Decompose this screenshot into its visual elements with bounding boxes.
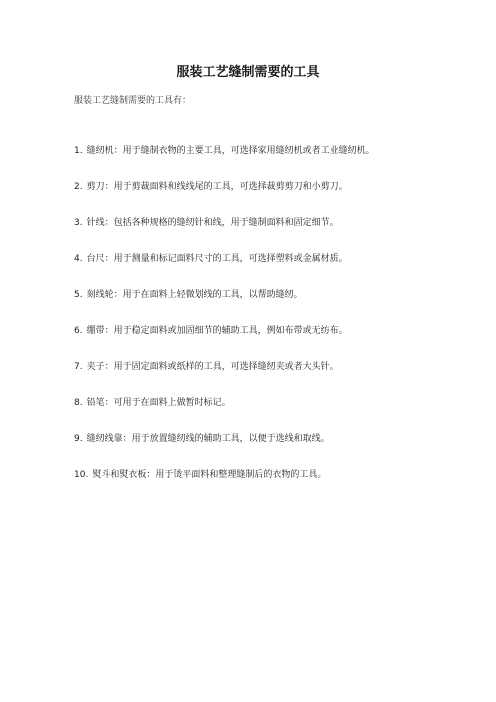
list-item-number: 1. (74, 146, 83, 156)
list-item (74, 181, 434, 217)
page-title: 服装工艺缝制需要的工具 (176, 65, 320, 80)
list-item (74, 253, 434, 289)
list-item-text: 绷带：用于稳定面料或加固细节的辅助工具，例如布带或无纺布。 (86, 326, 348, 336)
list-item (74, 433, 434, 469)
list-item-text: 熨斗和熨衣板：用于烫平面料和整理缝制后的衣物的工具。 (92, 470, 327, 480)
tool-list (74, 145, 434, 505)
list-item-text: 台尺：用于测量和标记面料尺寸的工具，可选择塑料或金属材质。 (86, 254, 348, 264)
list-item-number: 5. (74, 290, 83, 300)
list-item-number: 8. (74, 398, 83, 408)
list-item (74, 325, 434, 361)
intro-text: 服装工艺缝制需要的工具有： (74, 96, 192, 106)
list-item (74, 397, 434, 433)
list-item-text: 剪刀：用于剪裁面料和线线尾的工具，可选择裁剪剪刀和小剪刀。 (86, 182, 348, 192)
list-item-number: 9. (74, 434, 83, 444)
list-item-number: 3. (74, 218, 83, 228)
list-item-number: 7. (74, 362, 83, 372)
list-item (74, 289, 434, 325)
list-item-text: 刻线轮：用于在面料上轻微划线的工具，以帮助缝纫。 (86, 290, 303, 300)
list-item-text: 缝纫机：用于缝制衣物的主要工具，可选择家用缝纫机或者工业缝纫机。 (86, 146, 375, 156)
list-item (74, 469, 434, 505)
list-item-number: 4. (74, 254, 83, 264)
list-item-number: 6. (74, 326, 83, 336)
list-item (74, 145, 434, 181)
list-item-number: 2. (74, 182, 83, 192)
list-item-text: 铅笔：可用于在面料上做暂时标记。 (86, 398, 231, 408)
list-item-text: 缝纫线靠：用于放置缝纫线的辅助工具，以便于选线和取线。 (86, 434, 330, 444)
list-item (74, 217, 434, 253)
list-item-text: 夹子：用于固定面料或纸样的工具，可选择缝纫夹或者大头针。 (86, 362, 339, 372)
list-item (74, 361, 434, 397)
list-item-text: 针线：包括各种规格的缝纫针和线，用于缝制面料和固定细节。 (86, 218, 339, 228)
list-item-number: 10. (74, 470, 89, 480)
